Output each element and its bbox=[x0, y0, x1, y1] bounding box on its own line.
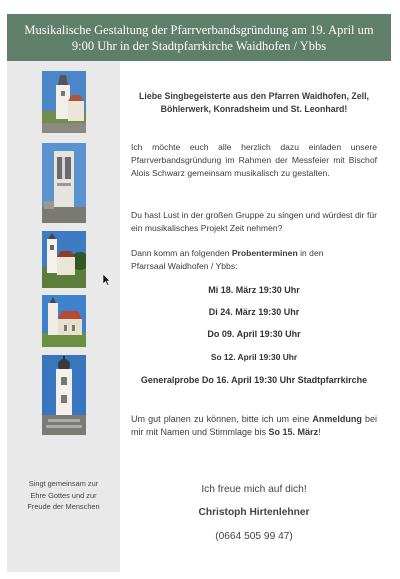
sidebar-caption-line3: Freude der Menschen bbox=[27, 502, 100, 511]
signup-mid: bei mir mit Namen und Stimmlage bis bbox=[131, 414, 377, 437]
greeting-line2: Böhlerwerk, Konradsheim und St. Leonhard! bbox=[160, 104, 348, 114]
header-title bbox=[24, 22, 373, 54]
phone-number: (0664 505 99 47) bbox=[215, 531, 293, 542]
sidebar-caption bbox=[11, 478, 116, 513]
church-photo-4 bbox=[42, 295, 86, 347]
question-paragraph: Du hast Lust in der großen Gruppe zu singen und würdest dir für ein musikalisches Projekt Zeit nehmen? bbox=[131, 210, 377, 233]
greeting bbox=[131, 90, 377, 116]
church-photo-3 bbox=[42, 231, 86, 288]
general-rehearsal-date: Generalprobe Do 16. April 19:30 Uhr Stadtpfarrkirche bbox=[140, 375, 368, 385]
church-photo-1 bbox=[42, 71, 86, 133]
rehearsal-intro-bold: Probenterminen bbox=[231, 248, 298, 258]
flyer-page bbox=[7, 14, 391, 572]
signup-post: ! bbox=[318, 427, 321, 437]
rehearsal-date-3: Do 09. April 19:30 Uhr bbox=[207, 329, 301, 339]
church-photo-2 bbox=[42, 143, 86, 223]
rehearsal-intro-pre: Dann komm an folgenden bbox=[131, 248, 232, 258]
rehearsal-location: Pfarrsaal Waidhofen / Ybbs: bbox=[131, 261, 238, 271]
rehearsal-date-1: Mi 18. März 19:30 Uhr bbox=[208, 285, 300, 295]
greeting-line1: Liebe Singbegeisterte aus den Pfarren Waidhofen, Zell, bbox=[139, 91, 369, 101]
closing-text: Ich freue mich auf dich! bbox=[201, 484, 307, 495]
rehearsal-intro bbox=[131, 247, 377, 273]
sidebar-caption-line1: Singt gemeinsam zur bbox=[28, 479, 99, 488]
church-photo-5 bbox=[42, 355, 86, 435]
signature-name: Christoph Hirtenlehner bbox=[198, 507, 310, 518]
mouse-pointer-icon bbox=[103, 273, 111, 291]
rehearsal-date-4: So 12. April 19:30 Uhr bbox=[210, 352, 298, 362]
signup-paragraph bbox=[131, 413, 377, 439]
signup-pre: Um gut planen zu können, bitte ich um eine bbox=[131, 414, 313, 424]
header-title-line2: 9:00 Uhr in der Stadtpfarrkirche Waidhofen / Ybbs bbox=[71, 38, 327, 53]
signup-bold-deadline: So 15. März bbox=[268, 427, 319, 437]
sidebar bbox=[7, 61, 120, 572]
header-banner bbox=[7, 14, 391, 61]
invite-paragraph: Ich möchte euch alle herzlich dazu einladen unsere Pfarrverbandsgründung im Rahmen der Messfeier mit Bischof Alois Schwarz gemeinsam musikalisch zu gestalten. bbox=[131, 142, 377, 178]
rehearsal-date-2: Di 24. März 19:30 Uhr bbox=[208, 307, 300, 317]
sidebar-caption-line2: Ehre Gottes und zur bbox=[30, 490, 97, 500]
header-title-line1: Musikalische Gestaltung der Pfarrverbandsgründung am 19. April um bbox=[24, 22, 374, 37]
rehearsal-intro-post: in den bbox=[297, 248, 324, 258]
signup-bold-registration: Anmeldung bbox=[312, 414, 362, 424]
